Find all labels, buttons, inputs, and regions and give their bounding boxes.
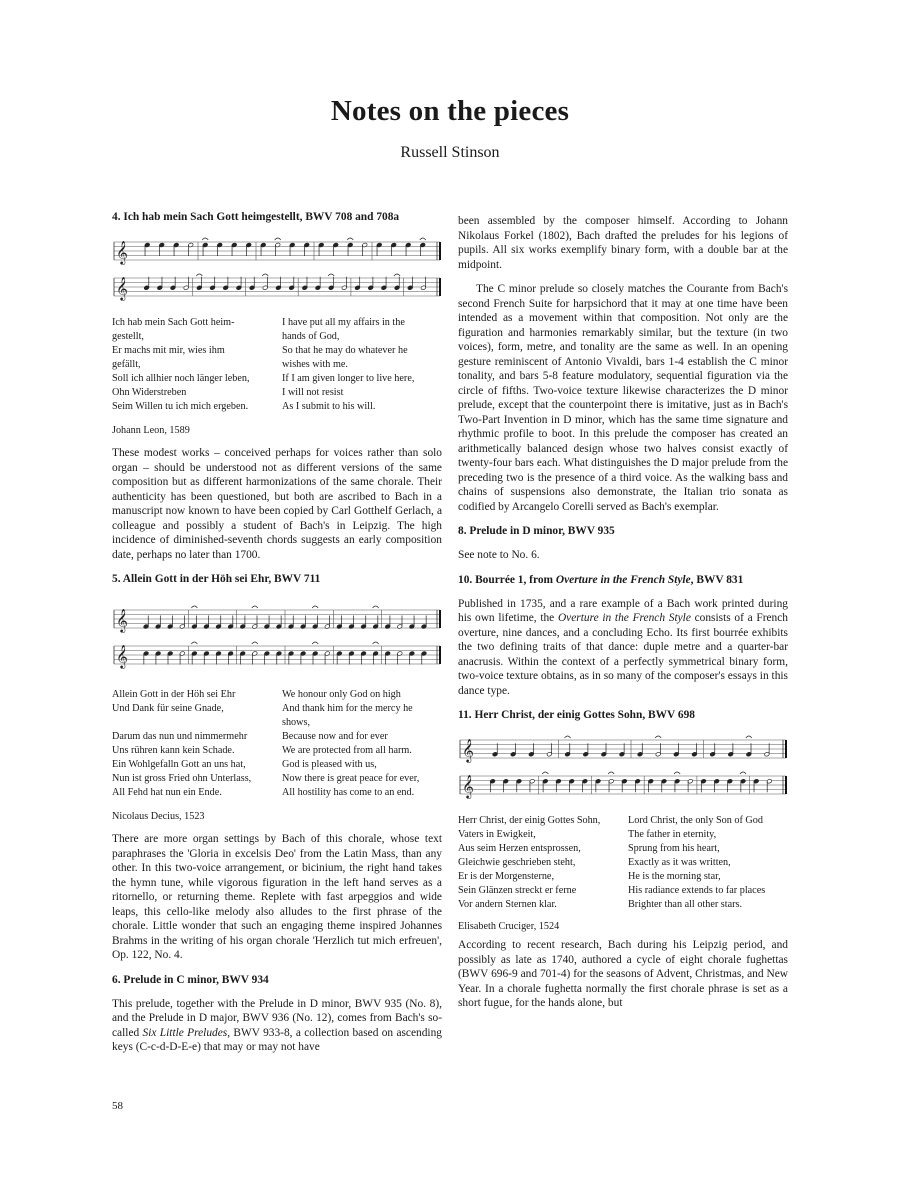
svg-text:𝄞: 𝄞 <box>116 644 128 668</box>
author-name: Russell Stinson <box>400 144 500 161</box>
verse-line: Seim Willen tu ich mich ergeben. <box>112 401 249 412</box>
verse-line: shows, <box>282 717 311 728</box>
chorale-verse-4 <box>112 316 442 414</box>
text-credit-5: Nicolaus Decius, 1523 <box>112 811 205 822</box>
music-staff <box>112 236 442 266</box>
verse-english <box>628 814 788 912</box>
music-staff <box>458 770 788 800</box>
verse-line: gestellt, <box>112 331 144 342</box>
verse-line: He is the morning star, <box>628 871 721 882</box>
verse-line: I have put all my affairs in the <box>282 317 405 328</box>
svg-text:𝄞: 𝄞 <box>462 774 474 798</box>
svg-text:𝄞: 𝄞 <box>116 608 128 632</box>
verse-line: Exactly as it was written, <box>628 857 731 868</box>
svg-text:𝄞: 𝄞 <box>116 240 128 264</box>
verse-line: Nun ist gross Fried ohn Unterlass, <box>112 773 252 784</box>
verse-line: Und Dank für seine Gnade, <box>112 703 224 714</box>
verse-line: Brighter than all other stars. <box>628 899 743 910</box>
verse-line: Now there is great peace for ever, <box>282 773 420 784</box>
verse-english <box>282 688 442 800</box>
right-column <box>458 214 788 1011</box>
verse-line: We honour only God on high <box>282 689 401 700</box>
section-body-6-continued: been assembled by the composer himself. According to Johann Nikolaus Forkel (1802), Bach drafted the preludes for his legions of pupils. All six works exemplify binary form, with a double bar at the midpoint. <box>458 215 788 271</box>
verse-line: Ein Wohlgefalln Gott an uns hat, <box>112 759 246 770</box>
music-staff <box>458 734 788 764</box>
verse-line: Sprung from his heart, <box>628 843 720 854</box>
verse-line: Gleichwie geschrieben steht, <box>458 857 576 868</box>
music-staff <box>112 272 442 302</box>
chorale-verse-11 <box>458 814 788 912</box>
verse-line: Allein Gott in der Höh sei Ehr <box>112 689 236 700</box>
verse-line: Ohn Widerstreben <box>112 387 187 398</box>
text-credit-4: Johann Leon, 1589 <box>112 425 190 436</box>
verse-line: gefällt, <box>112 359 141 370</box>
verse-line: Er is der Morgensterne, <box>458 871 555 882</box>
verse-line: All hostility has come to an end. <box>282 787 415 798</box>
verse-line: Vaters in Ewigkeit, <box>458 829 536 840</box>
section-heading-4: 4. Ich hab mein Sach Gott heimgestellt, BWV 708 and 708a <box>112 211 400 223</box>
section-body-4: These modest works – conceived perhaps for voices rather than solo organ – should be understood not as different versions of the same composition but as different harmonizations of the same chorale. Their authenticity has been questioned, but both are ascribed to Bach in a manuscript now known to have been copied by Carl Gotthelf Gerlach, a colleague and possibly a student of Bach's in Leipzig. The high incidence of diminished-seventh chords suggests an early composition date, perhaps no later than 1700. <box>112 447 442 561</box>
verse-line: Darum das nun und nimmermehr <box>112 731 248 742</box>
music-example-11 <box>458 734 788 800</box>
music-staff <box>112 640 442 670</box>
music-example-4 <box>112 236 442 302</box>
chorale-verse-5 <box>112 688 442 800</box>
verse-line: Lord Christ, the only Son of God <box>628 815 763 826</box>
verse-line: As I submit to his will. <box>282 401 376 412</box>
verse-german <box>112 688 272 800</box>
verse-line: And thank him for the mercy he <box>282 703 413 714</box>
section-body-5: There are more organ settings by Bach of this chorale, whose text paraphrases the 'Gloria in excelsis Deo' from the Latin Mass, than any other. In this two-voice arrangement, or bicinium, the right hand takes the hymn tune, while vigorous figuration in the left hand serves as a ritornello, or returning theme. Replete with fast arpeggios and wide leaps, this cello-like melody also alludes to the first phrase of the chorale. Little wonder that such an engaging theme inspired Johannes Brahms in the writing of his organ chorale 'Herzlich tut mich erfreuen', Op. 122, No. 4. <box>112 833 442 961</box>
page-title: Notes on the pieces <box>330 95 570 127</box>
verse-line: All Fehd hat nun ein Ende. <box>112 787 222 798</box>
verse-english <box>282 316 442 414</box>
verse-line: We are protected from all harm. <box>282 745 412 756</box>
verse-line: God is pleased with us, <box>282 759 377 770</box>
verse-line: Uns rühren kann kein Schade. <box>112 745 235 756</box>
section-heading-11: 11. Herr Christ, der einig Gottes Sohn, BWV 698 <box>458 709 695 721</box>
verse-line: The father in eternity, <box>628 829 717 840</box>
verse-line: wishes with me. <box>282 359 348 370</box>
verse-german <box>458 814 618 912</box>
svg-text:𝄞: 𝄞 <box>116 276 128 300</box>
section-body-6-second: The C minor prelude so closely matches the Courante from Bach's second French Suite for harpsichord that it may at one time have been intended as a movement within that composition. Not only are the figuration and harmonies remarkably similar, but the texture (in two voices), form, metre, and tonality are the same as well. In an opening gesture reminiscent of Antonio Vivaldi, bars 1-4 establish the C minor tonality, and bars 5-8 feature modulatory, sequential figuration via the circle of fifths. Two-voice texture likewise characterizes the D minor prelude, except that the counterpoint there is imitative, just as in Bach's Two-Part Invention in D minor, which has the same time signature and rhythmic profile to boot. In this prelude the composer has created an arithmetically balanced design whose two halves consist exactly of twenty-four bars each. What distinguishes the D major prelude from the preceding two is the presence of a third voice. As the walking bass and chains of suspensions also demonstrate, the Italian trio sonata as codified by Arcangelo Corelli served as Bach's exemplar. <box>458 283 788 513</box>
text-credit-11: Elisabeth Cruciger, 1524 <box>458 921 560 932</box>
svg-text:𝄞: 𝄞 <box>462 738 474 762</box>
section-body-10: Published in 1735, and a rare example of a Bach work printed during his own lifetime, the Overture in the French Style consists of a French overture, nine dances, and a concluding Echo. Its first bourrée exhibits the two defining traits of that dance: duple metre and a quarter-bar anacrusis. Within the context of a perfectly symmetrical binary form, two-voice texture obtains, as in so many of the composer's essays in this dance type. <box>458 597 788 697</box>
section-heading-8: 8. Prelude in D minor, BWV 935 <box>458 525 615 537</box>
verse-line: So that he may do whatever he <box>282 345 408 356</box>
section-heading-10: 10. Bourrée 1, from Overture in the French Style, BWV 831 <box>458 573 744 586</box>
verse-line: Because now and for ever <box>282 731 388 742</box>
verse-line: Soll ich allhier noch länger leben, <box>112 373 250 384</box>
page-number: 58 <box>112 1100 123 1112</box>
music-example-5 <box>112 604 442 670</box>
verse-line: Vor andern Sternen klar. <box>458 899 557 910</box>
section-heading-5: 5. Allein Gott in der Höh sei Ehr, BWV 711 <box>112 573 321 585</box>
verse-line: If I am given longer to live here, <box>282 373 415 384</box>
verse-line: Sein Glänzen streckt er ferne <box>458 885 577 896</box>
verse-line: Ich hab mein Sach Gott heim- <box>112 317 235 328</box>
music-staff <box>112 604 442 634</box>
section-body-8: See note to No. 6. <box>458 549 540 561</box>
verse-line: Herr Christ, der einig Gottes Sohn, <box>458 815 601 826</box>
verse-line: hands of God, <box>282 331 340 342</box>
verse-line: Er machs mit mir, wies ihm <box>112 345 225 356</box>
section-body-6: This prelude, together with the Prelude in D minor, BWV 935 (No. 8), and the Prelude in D major, BWV 936 (No. 12), comes from Bach's so-called Six Little Preludes, BWV 933-8, a collection based on ascending keys (C-c-d-D-E-e) that may or may not have <box>112 997 442 1053</box>
verse-line: His radiance extends to far places <box>628 885 766 896</box>
section-heading-6: 6. Prelude in C minor, BWV 934 <box>112 973 269 986</box>
left-column <box>112 210 442 1055</box>
verse-line: I will not resist <box>282 387 344 398</box>
verse-line <box>112 716 272 730</box>
verse-german <box>112 316 272 414</box>
verse-line: Aus seim Herzen entsprossen, <box>458 843 581 854</box>
section-body-11: According to recent research, Bach during his Leipzig period, and possibly as late as 1740, authored a cycle of eight chorale fughettas (BWV 696-9 and 701-4) for the seasons of Advent, Christmas, and New Year. In a chorale fughetta normally the first chorale phrase is set as a short fugue, for the hands alone, but <box>458 939 788 1009</box>
